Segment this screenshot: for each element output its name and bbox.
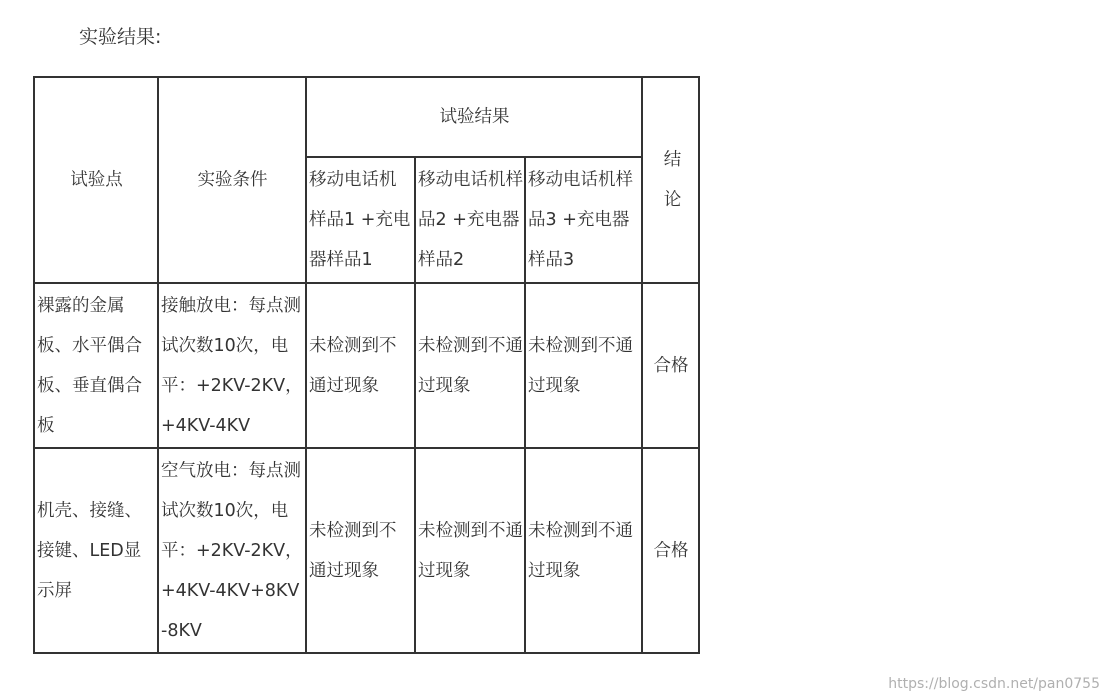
cell-sample-3-result: 未检测到不通过现象 (525, 283, 642, 448)
cell-condition: 空气放电：每点测试次数10次，电平：+2KV-2KV，+4KV-4KV+8KV-8KV (158, 448, 306, 653)
header-result-group: 试验结果 (306, 77, 642, 157)
cell-sample-2-result: 未检测到不通过现象 (415, 448, 525, 653)
header-sample-3: 移动电话机样品3 +充电器样品3 (525, 157, 642, 283)
cell-sample-1-result: 未检测到不通过现象 (306, 448, 415, 653)
cell-sample-1-result: 未检测到不通过现象 (306, 283, 415, 448)
header-test-point: 试验点 (34, 77, 158, 283)
table-header-row (34, 77, 699, 157)
results-table (33, 76, 700, 654)
cell-conclusion: 合格 (642, 448, 699, 653)
header-sample-2: 移动电话机样品2 +充电器样品2 (415, 157, 525, 283)
header-conclusion: 结论 (642, 77, 699, 283)
cell-test-point: 裸露的金属板、水平偶合板、垂直偶合板 (34, 283, 158, 448)
watermark: https://blog.csdn.net/pan0755 (888, 676, 1100, 692)
cell-conclusion: 合格 (642, 283, 699, 448)
header-condition: 实验条件 (158, 77, 306, 283)
cell-sample-2-result: 未检测到不通过现象 (415, 283, 525, 448)
page-heading: 实验结果: (79, 26, 162, 48)
table-row (34, 283, 699, 448)
cell-sample-3-result: 未检测到不通过现象 (525, 448, 642, 653)
cell-test-point: 机壳、接缝、接键、LED显示屏 (34, 448, 158, 653)
table-row (34, 448, 699, 653)
header-sample-1: 移动电话机样品1 +充电器样品1 (306, 157, 415, 283)
cell-condition: 接触放电：每点测试次数10次，电平：+2KV-2KV，+4KV-4KV (158, 283, 306, 448)
